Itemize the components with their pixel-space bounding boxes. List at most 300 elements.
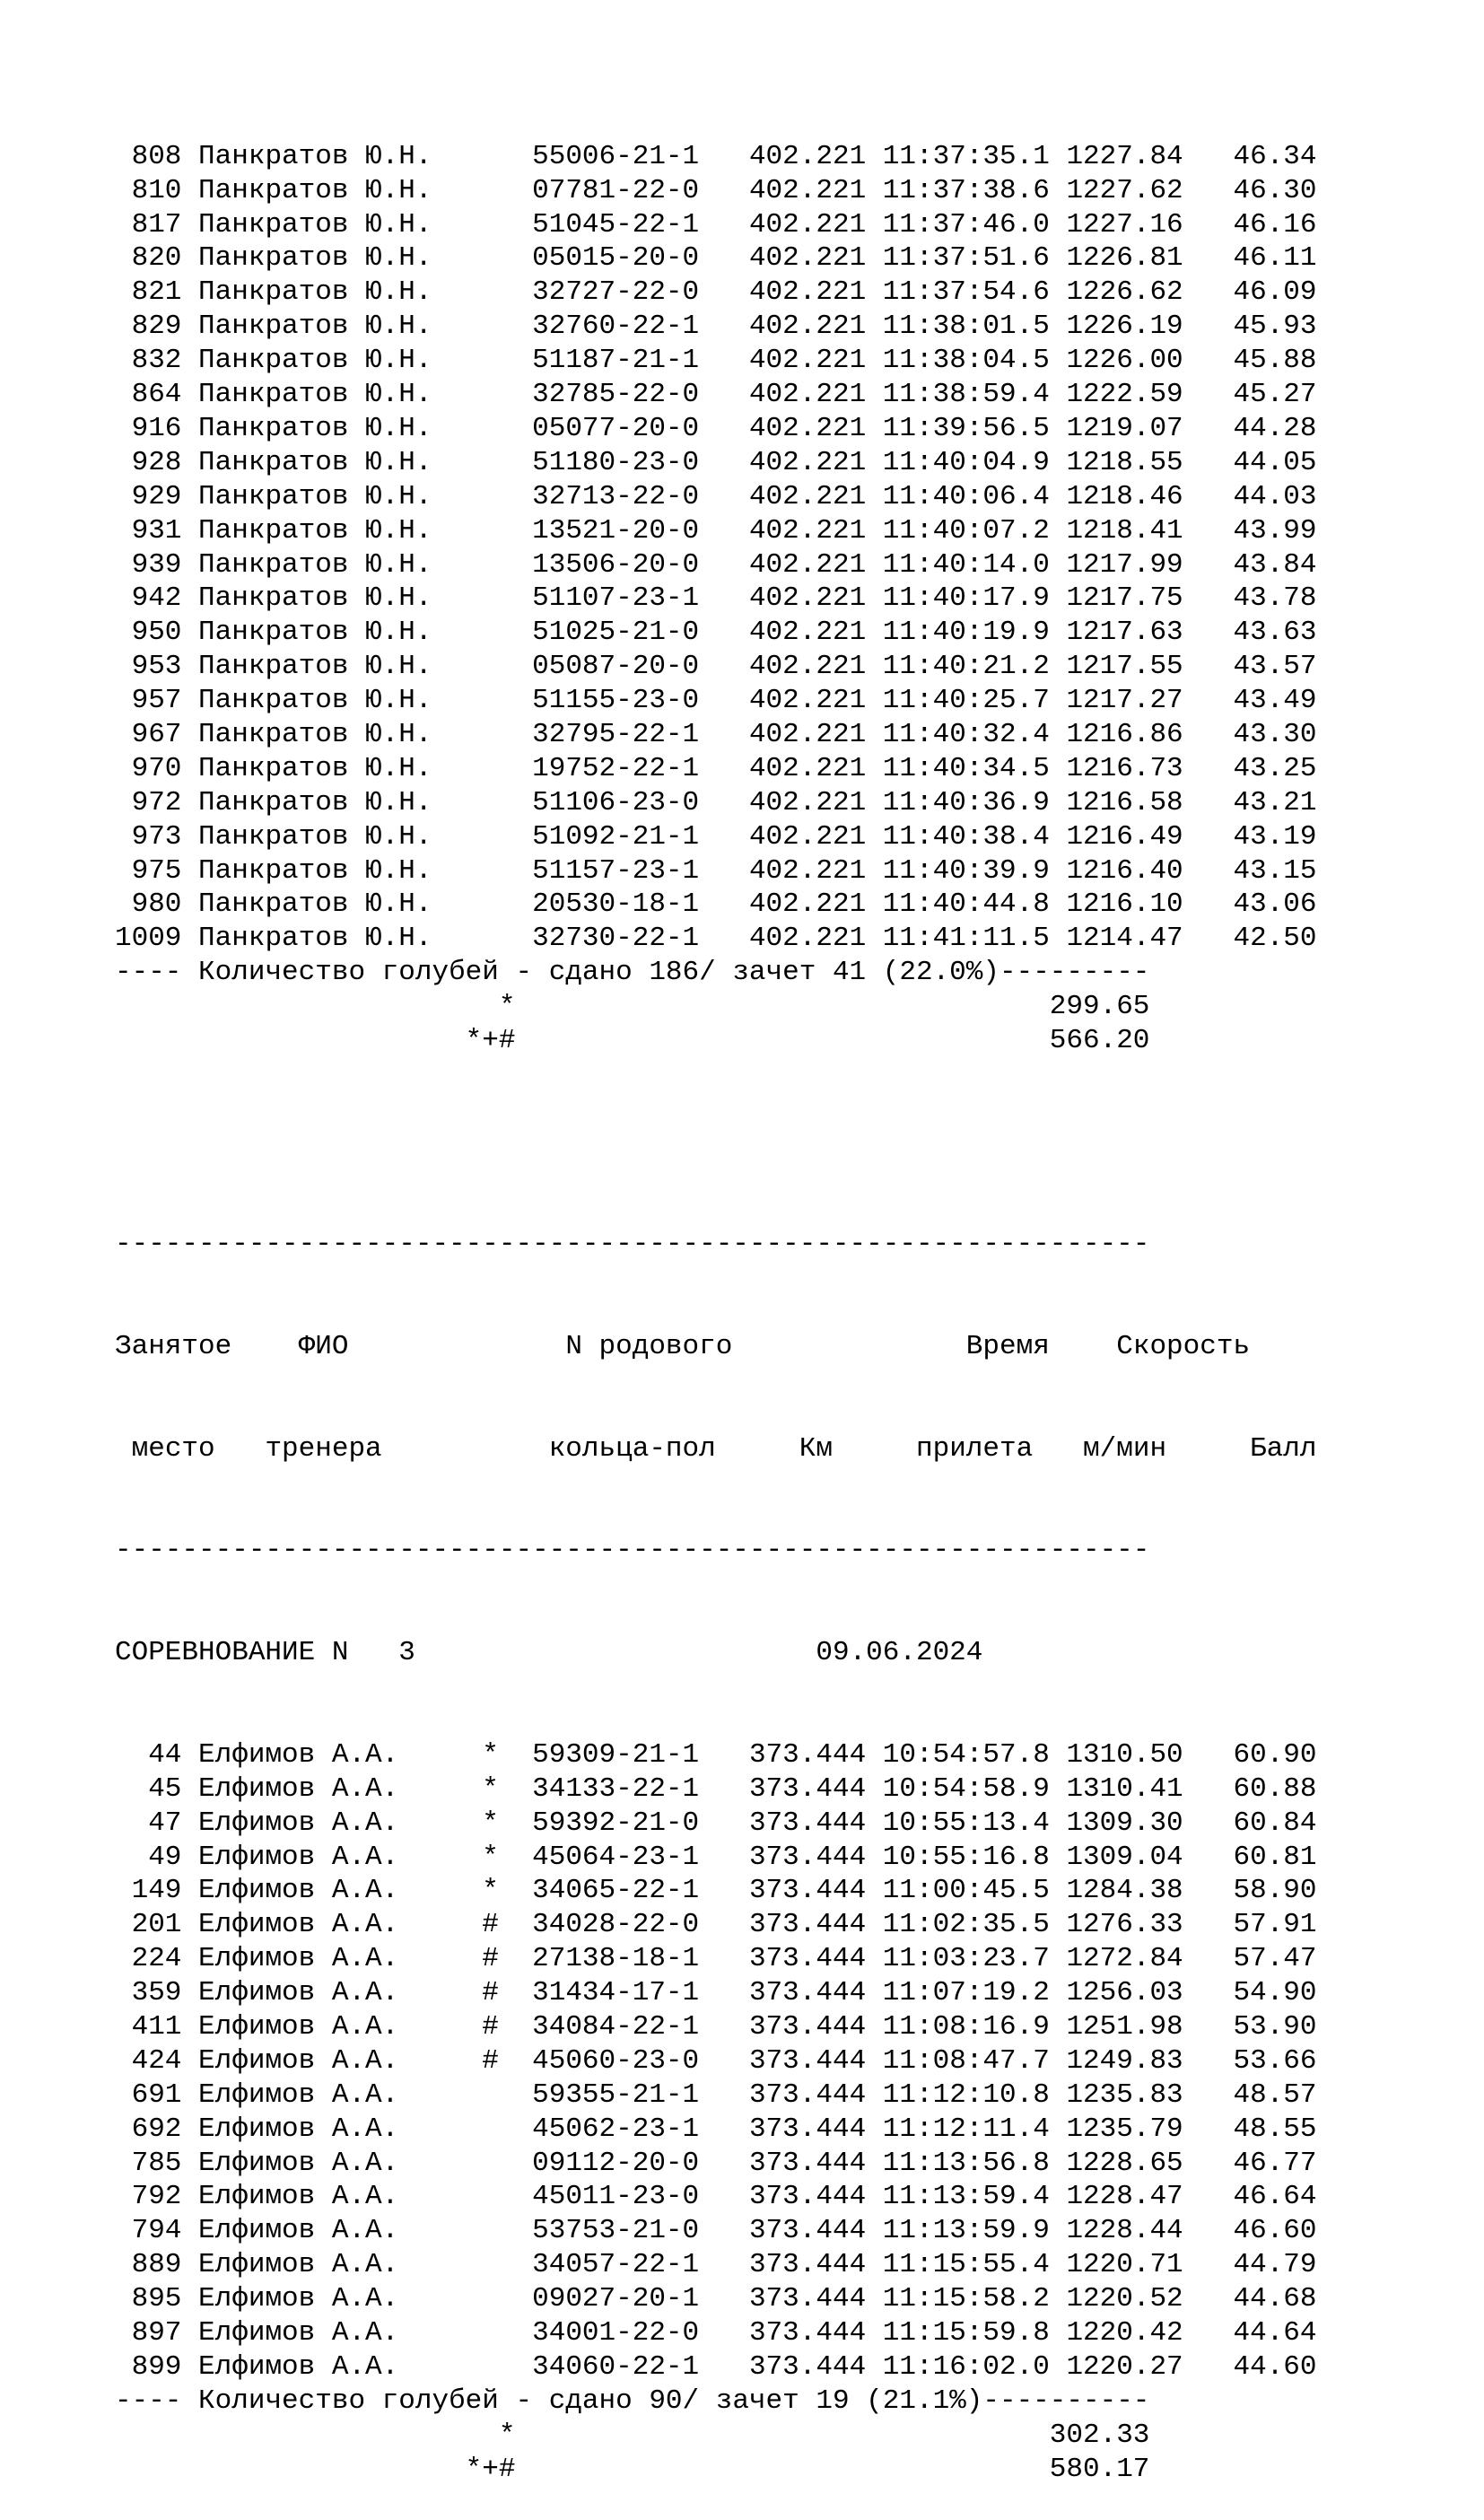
cell-score: 42.50 — [1216, 923, 1317, 955]
cell-place: 967 — [115, 718, 182, 750]
cell-ring: 51106-23-0 — [532, 786, 749, 818]
cell-km: 402.221 — [748, 242, 867, 275]
cell-time: 11:16:02.0 — [882, 2350, 1050, 2383]
total-line — [115, 2419, 1317, 2453]
cell-place: 424 — [115, 2044, 182, 2077]
cell-time: 11:40:39.9 — [882, 854, 1050, 887]
table-row — [115, 582, 1317, 616]
cell-time: 11:40:04.9 — [882, 446, 1050, 478]
cell-km: 373.444 — [748, 1772, 867, 1805]
competition-line — [115, 1636, 1317, 1670]
cell-time: 11:13:56.8 — [882, 2147, 1050, 2179]
table-row — [115, 174, 1317, 208]
cell-name: Елфимов А.А. — [198, 2350, 483, 2383]
cell-name: Елфимов А.А. — [198, 1807, 483, 1839]
cell-name: Панкратов Ю.Н. — [198, 412, 483, 444]
cell-mark: # — [482, 1977, 533, 2009]
cell-mark — [482, 2283, 532, 2314]
cell-time: 11:40:38.4 — [882, 820, 1050, 853]
cell-km: 402.221 — [748, 854, 867, 887]
cell-place: 411 — [115, 2011, 182, 2043]
cell-km: 402.221 — [748, 412, 867, 444]
cell-score: 53.90 — [1216, 2011, 1317, 2043]
cell-speed: 1216.73 — [1066, 752, 1183, 784]
cell-place: 953 — [115, 651, 182, 683]
cell-speed: 1226.62 — [1066, 276, 1183, 309]
cell-place: 47 — [115, 1807, 182, 1839]
cell-speed: 1228.44 — [1066, 2215, 1183, 2247]
cell-speed: 1226.19 — [1066, 311, 1183, 343]
cell-mark: # — [482, 1943, 533, 1975]
table-row — [115, 2350, 1317, 2384]
cell-mark — [482, 787, 532, 818]
cell-speed: 1272.84 — [1066, 1943, 1183, 1975]
cell-speed: 1227.16 — [1066, 208, 1183, 241]
total-mark: *+# — [115, 2453, 516, 2485]
cell-score: 58.90 — [1216, 1875, 1317, 1907]
table-row — [115, 1772, 1317, 1807]
cell-km: 402.221 — [748, 685, 867, 717]
cell-place: 359 — [115, 1977, 182, 2009]
cell-place: 931 — [115, 514, 182, 547]
table-row — [115, 888, 1317, 922]
cell-km: 373.444 — [748, 2215, 867, 2247]
cell-ring: 34084-22-1 — [532, 2011, 749, 2043]
cell-mark — [482, 617, 532, 648]
cell-time: 11:12:11.4 — [882, 2113, 1050, 2145]
cell-time: 10:55:13.4 — [882, 1807, 1050, 1839]
cell-place: 45 — [115, 1772, 182, 1805]
cell-speed: 1256.03 — [1066, 1977, 1183, 2009]
cell-km: 402.221 — [748, 718, 867, 750]
total-value: 302.33 — [515, 2419, 1150, 2451]
cell-km: 373.444 — [748, 2283, 867, 2315]
cell-mark — [482, 685, 532, 716]
cell-place: 49 — [115, 1841, 182, 1873]
cell-ring: 45060-23-0 — [532, 2044, 749, 2077]
cell-name: Панкратов Ю.Н. — [198, 651, 483, 683]
cell-name: Панкратов Ю.Н. — [198, 480, 483, 512]
cell-km: 373.444 — [748, 2078, 867, 2111]
cell-place: 972 — [115, 786, 182, 818]
cell-ring: 32760-22-1 — [532, 311, 749, 343]
table-row — [115, 684, 1317, 718]
cell-km: 402.221 — [748, 446, 867, 478]
table-row — [115, 820, 1317, 854]
cell-name: Елфимов А.А. — [198, 1738, 483, 1771]
cell-score: 44.05 — [1216, 446, 1317, 478]
cell-place: 149 — [115, 1875, 182, 1907]
cell-ring: 34028-22-0 — [532, 1909, 749, 1941]
total-line — [115, 990, 1317, 1024]
table-row — [115, 854, 1317, 888]
cell-time: 11:40:07.2 — [882, 514, 1050, 547]
cell-time: 11:13:59.9 — [882, 2215, 1050, 2247]
header-rule-top: -------------------------------------------------------------- — [115, 1229, 1150, 1261]
cell-speed: 1220.42 — [1066, 2317, 1183, 2349]
cell-mark — [482, 311, 532, 342]
cell-time: 11:02:35.5 — [882, 1909, 1050, 1941]
cell-time: 11:37:51.6 — [882, 242, 1050, 275]
table-row — [115, 241, 1317, 276]
cell-mark: * — [482, 1772, 533, 1805]
cell-mark — [482, 2249, 532, 2280]
cell-mark: * — [482, 1841, 533, 1873]
cell-speed: 1251.98 — [1066, 2011, 1183, 2043]
cell-km: 373.444 — [748, 1807, 867, 1839]
cell-name: Елфимов А.А. — [198, 2317, 483, 2349]
col-ring-header-2: кольца-пол — [548, 1432, 716, 1465]
cell-name: Панкратов Ю.Н. — [198, 888, 483, 921]
cell-score: 46.11 — [1216, 242, 1317, 275]
cell-km: 373.444 — [748, 2044, 867, 2077]
cell-ring: 13506-20-0 — [532, 548, 749, 581]
col-ring-header: N родового — [565, 1331, 733, 1363]
summary-line — [115, 956, 1317, 990]
competition-date: 09.06.2024 — [816, 1637, 983, 1669]
cell-mark — [482, 753, 532, 784]
cell-ring: 32713-22-0 — [532, 480, 749, 512]
cell-place: 1009 — [115, 923, 182, 955]
cell-place: 224 — [115, 1943, 182, 1975]
cell-km: 402.221 — [748, 752, 867, 784]
cell-speed: 1218.46 — [1066, 480, 1183, 512]
cell-time: 11:08:47.7 — [882, 2044, 1050, 2077]
cell-place: 810 — [115, 174, 182, 206]
cell-speed: 1310.41 — [1066, 1772, 1183, 1805]
cell-score: 44.28 — [1216, 412, 1317, 444]
cell-speed: 1217.99 — [1066, 548, 1183, 581]
cell-km: 373.444 — [748, 1977, 867, 2009]
cell-name: Панкратов Ю.Н. — [198, 174, 483, 206]
cell-mark — [482, 242, 532, 274]
cell-mark — [482, 2148, 532, 2179]
summary-dashes-left: ---- — [115, 957, 182, 989]
cell-speed: 1217.63 — [1066, 617, 1183, 649]
cell-time: 11:40:44.8 — [882, 888, 1050, 921]
results-document — [115, 72, 1317, 2520]
cell-score: 57.47 — [1216, 1943, 1317, 1975]
cell-score: 54.90 — [1216, 1977, 1317, 2009]
cell-score: 44.68 — [1216, 2283, 1317, 2315]
total-mark: * — [115, 991, 516, 1023]
cell-ring: 51045-22-1 — [532, 208, 749, 241]
cell-speed: 1216.40 — [1066, 854, 1183, 887]
cell-place: 942 — [115, 582, 182, 615]
cell-place: 817 — [115, 208, 182, 241]
cell-time: 10:54:58.9 — [882, 1772, 1050, 1805]
col-place-header: Занятое — [115, 1331, 232, 1363]
col-name-header: ФИО — [298, 1331, 349, 1363]
cell-ring: 20530-18-1 — [532, 888, 749, 921]
cell-score: 43.57 — [1216, 651, 1317, 683]
cell-name: Панкратов Ю.Н. — [198, 345, 483, 377]
cell-km: 373.444 — [748, 1875, 867, 1907]
cell-place: 975 — [115, 854, 182, 887]
cell-ring: 19752-22-1 — [532, 752, 749, 784]
cell-ring: 59309-21-1 — [532, 1738, 749, 1771]
cell-km: 402.221 — [748, 617, 867, 649]
total-line — [115, 2453, 1317, 2487]
cell-name: Панкратов Ю.Н. — [198, 379, 483, 411]
cell-km: 402.221 — [748, 345, 867, 377]
cell-speed: 1222.59 — [1066, 379, 1183, 411]
cell-score: 46.16 — [1216, 208, 1317, 241]
competition-label: СОРЕВНОВАНИЕ N — [115, 1637, 349, 1669]
table-row — [115, 1807, 1317, 1841]
table-row — [115, 208, 1317, 242]
cell-score: 43.30 — [1216, 718, 1317, 750]
cell-km: 373.444 — [748, 2181, 867, 2213]
cell-ring: 51155-23-0 — [532, 685, 749, 717]
table-row — [115, 446, 1317, 480]
cell-time: 11:12:10.8 — [882, 2078, 1050, 2111]
cell-score: 43.06 — [1216, 888, 1317, 921]
table-row — [115, 2078, 1317, 2113]
table-row — [115, 2180, 1317, 2214]
cell-time: 11:15:59.8 — [882, 2317, 1050, 2349]
header-rule-bottom: -------------------------------------------------------------- — [115, 1535, 1150, 1567]
cell-place: 970 — [115, 752, 182, 784]
cell-km: 373.444 — [748, 1909, 867, 1941]
cell-score: 53.66 — [1216, 2044, 1317, 2077]
cell-ring: 34001-22-0 — [532, 2317, 749, 2349]
cell-time: 11:40:06.4 — [882, 480, 1050, 512]
cell-mark — [482, 447, 532, 478]
cell-score: 46.30 — [1216, 174, 1317, 206]
cell-place: 950 — [115, 617, 182, 649]
table-row — [115, 1738, 1317, 1772]
cell-ring: 13521-20-0 — [532, 514, 749, 547]
cell-name: Панкратов Ю.Н. — [198, 718, 483, 750]
cell-speed: 1216.49 — [1066, 820, 1183, 853]
cell-place: 785 — [115, 2147, 182, 2179]
cell-speed: 1227.62 — [1066, 174, 1183, 206]
cell-place: 973 — [115, 820, 182, 853]
cell-score: 44.79 — [1216, 2249, 1317, 2281]
table-row — [115, 752, 1317, 786]
cell-ring: 32795-22-1 — [532, 718, 749, 750]
cell-score: 46.77 — [1216, 2147, 1317, 2179]
cell-score: 45.88 — [1216, 345, 1317, 377]
cell-name: Елфимов А.А. — [198, 2181, 483, 2213]
col-speed-header-2: м/мин — [1083, 1432, 1167, 1465]
col-speed-header: Скорость — [1116, 1331, 1251, 1363]
cell-time: 11:40:14.0 — [882, 548, 1050, 581]
cell-mark — [482, 719, 532, 750]
cell-ring: 32727-22-0 — [532, 276, 749, 309]
cell-mark — [482, 549, 532, 581]
col-place-header-2: место — [131, 1432, 215, 1465]
cell-speed: 1216.86 — [1066, 718, 1183, 750]
cell-time: 10:54:57.8 — [882, 1738, 1050, 1771]
cell-mark — [482, 2351, 532, 2383]
cell-name: Панкратов Ю.Н. — [198, 140, 483, 172]
cell-mark — [482, 651, 532, 682]
cell-ring: 55006-21-1 — [532, 140, 749, 172]
cell-score: 48.55 — [1216, 2113, 1317, 2145]
cell-score: 43.25 — [1216, 752, 1317, 784]
summary-line — [115, 2384, 1317, 2419]
total-value: 566.20 — [515, 1024, 1150, 1056]
cell-name: Елфимов А.А. — [198, 2011, 483, 2043]
cell-name: Елфимов А.А. — [198, 2249, 483, 2281]
cell-score: 60.90 — [1216, 1738, 1317, 1771]
cell-ring: 51180-23-0 — [532, 446, 749, 478]
cell-name: Панкратов Ю.Н. — [198, 311, 483, 343]
total-line — [115, 1024, 1317, 1058]
cell-km: 402.221 — [748, 311, 867, 343]
summary-dashes-left: ---- — [115, 2384, 182, 2417]
cell-score: 44.60 — [1216, 2350, 1317, 2383]
cell-name: Панкратов Ю.Н. — [198, 786, 483, 818]
cell-speed: 1309.30 — [1066, 1807, 1183, 1839]
cell-place: 794 — [115, 2215, 182, 2247]
cell-score: 43.99 — [1216, 514, 1317, 547]
cell-mark — [482, 2181, 532, 2212]
cell-mark — [482, 582, 532, 614]
cell-ring: 07781-22-0 — [532, 174, 749, 206]
cell-ring: 51107-23-1 — [532, 582, 749, 615]
cell-place: 808 — [115, 140, 182, 172]
cell-place: 980 — [115, 888, 182, 921]
table-row — [115, 2044, 1317, 2078]
cell-ring: 09027-20-1 — [532, 2283, 749, 2315]
cell-speed: 1220.27 — [1066, 2350, 1183, 2383]
cell-name: Елфимов А.А. — [198, 2113, 483, 2145]
cell-time: 11:39:56.5 — [882, 412, 1050, 444]
cell-ring: 34060-22-1 — [532, 2350, 749, 2383]
cell-name: Панкратов Ю.Н. — [198, 548, 483, 581]
cell-ring: 59392-21-0 — [532, 1807, 749, 1839]
summary-dashes-right: --------- — [999, 957, 1150, 989]
cell-km: 373.444 — [748, 2011, 867, 2043]
cell-score: 44.03 — [1216, 480, 1317, 512]
cell-time: 11:40:25.7 — [882, 685, 1050, 717]
cell-name: Елфимов А.А. — [198, 2078, 483, 2111]
cell-name: Панкратов Ю.Н. — [198, 276, 483, 309]
cell-ring: 59355-21-1 — [532, 2078, 749, 2111]
cell-mark — [482, 2079, 532, 2111]
table-row — [115, 2113, 1317, 2147]
cell-time: 11:03:23.7 — [882, 1943, 1050, 1975]
cell-place: 44 — [115, 1738, 182, 1771]
table-row — [115, 514, 1317, 548]
cell-mark — [482, 209, 532, 241]
cell-speed: 1217.55 — [1066, 651, 1183, 683]
cell-place: 692 — [115, 2113, 182, 2145]
cell-speed: 1227.84 — [1066, 140, 1183, 172]
cell-time: 11:41:11.5 — [882, 923, 1050, 955]
cell-name: Панкратов Ю.Н. — [198, 923, 483, 955]
cell-time: 11:40:34.5 — [882, 752, 1050, 784]
cell-mark — [482, 141, 532, 172]
table-row — [115, 480, 1317, 514]
cell-ring: 51187-21-1 — [532, 345, 749, 377]
cell-name: Елфимов А.А. — [198, 2215, 483, 2247]
cell-km: 373.444 — [748, 2249, 867, 2281]
competition-number: 3 — [398, 1637, 415, 1669]
cell-ring: 05077-20-0 — [532, 412, 749, 444]
section-2-results — [115, 1738, 1317, 2487]
table-row — [115, 718, 1317, 752]
cell-mark — [482, 413, 532, 444]
section-1-results — [115, 140, 1317, 1058]
cell-place: 929 — [115, 480, 182, 512]
cell-ring: 05015-20-0 — [532, 242, 749, 275]
cell-place: 895 — [115, 2283, 182, 2315]
col-km-header: Км — [799, 1432, 833, 1465]
cell-speed: 1217.75 — [1066, 582, 1183, 615]
table-row — [115, 786, 1317, 820]
cell-time: 11:38:04.5 — [882, 345, 1050, 377]
col-name-header-2: тренера — [265, 1432, 382, 1465]
cell-place: 916 — [115, 412, 182, 444]
cell-time: 11:38:01.5 — [882, 311, 1050, 343]
cell-mark: * — [482, 1807, 533, 1839]
cell-ring: 32785-22-0 — [532, 379, 749, 411]
cell-km: 373.444 — [748, 1841, 867, 1873]
cell-score: 60.88 — [1216, 1772, 1317, 1805]
cell-mark — [482, 175, 532, 206]
cell-place: 889 — [115, 2249, 182, 2281]
table-row — [115, 378, 1317, 412]
cell-mark — [482, 481, 532, 512]
cell-km: 373.444 — [748, 2113, 867, 2145]
cell-time: 11:15:58.2 — [882, 2283, 1050, 2315]
cell-ring: 34133-22-1 — [532, 1772, 749, 1805]
summary-text: Количество голубей - сдано 90/ зачет 19 (21.1%) — [198, 2384, 983, 2417]
cell-score: 60.84 — [1216, 1807, 1317, 1839]
cell-score: 43.19 — [1216, 820, 1317, 853]
table-row — [115, 140, 1317, 174]
cell-place: 832 — [115, 345, 182, 377]
cell-mark: # — [482, 1909, 533, 1941]
cell-score: 45.27 — [1216, 379, 1317, 411]
cell-speed: 1226.00 — [1066, 345, 1183, 377]
cell-km: 402.221 — [748, 140, 867, 172]
cell-name: Елфимов А.А. — [198, 1841, 483, 1873]
cell-score: 45.93 — [1216, 311, 1317, 343]
cell-time: 11:07:19.2 — [882, 1977, 1050, 2009]
cell-ring: 45062-23-1 — [532, 2113, 749, 2145]
cell-place: 939 — [115, 548, 182, 581]
table-row — [115, 650, 1317, 684]
cell-speed: 1226.81 — [1066, 242, 1183, 275]
cell-place: 957 — [115, 685, 182, 717]
cell-time: 11:38:59.4 — [882, 379, 1050, 411]
cell-ring: 05087-20-0 — [532, 651, 749, 683]
cell-place: 928 — [115, 446, 182, 478]
cell-score: 43.21 — [1216, 786, 1317, 818]
cell-mark — [482, 345, 532, 376]
cell-speed: 1220.52 — [1066, 2283, 1183, 2315]
cell-time: 11:37:35.1 — [882, 140, 1050, 172]
cell-place: 897 — [115, 2317, 182, 2349]
table-row — [115, 2282, 1317, 2316]
cell-mark — [482, 515, 532, 547]
cell-time: 11:00:45.5 — [882, 1875, 1050, 1907]
summary-text: Количество голубей - сдано 186/ зачет 41 (22.0%) — [198, 957, 1000, 989]
cell-km: 373.444 — [748, 2350, 867, 2383]
cell-name: Панкратов Ю.Н. — [198, 514, 483, 547]
table-row — [115, 548, 1317, 582]
cell-score: 46.09 — [1216, 276, 1317, 309]
cell-time: 11:40:17.9 — [882, 582, 1050, 615]
cell-time: 11:37:54.6 — [882, 276, 1050, 309]
cell-speed: 1249.83 — [1066, 2044, 1183, 2077]
cell-ring: 53753-21-0 — [532, 2215, 749, 2247]
